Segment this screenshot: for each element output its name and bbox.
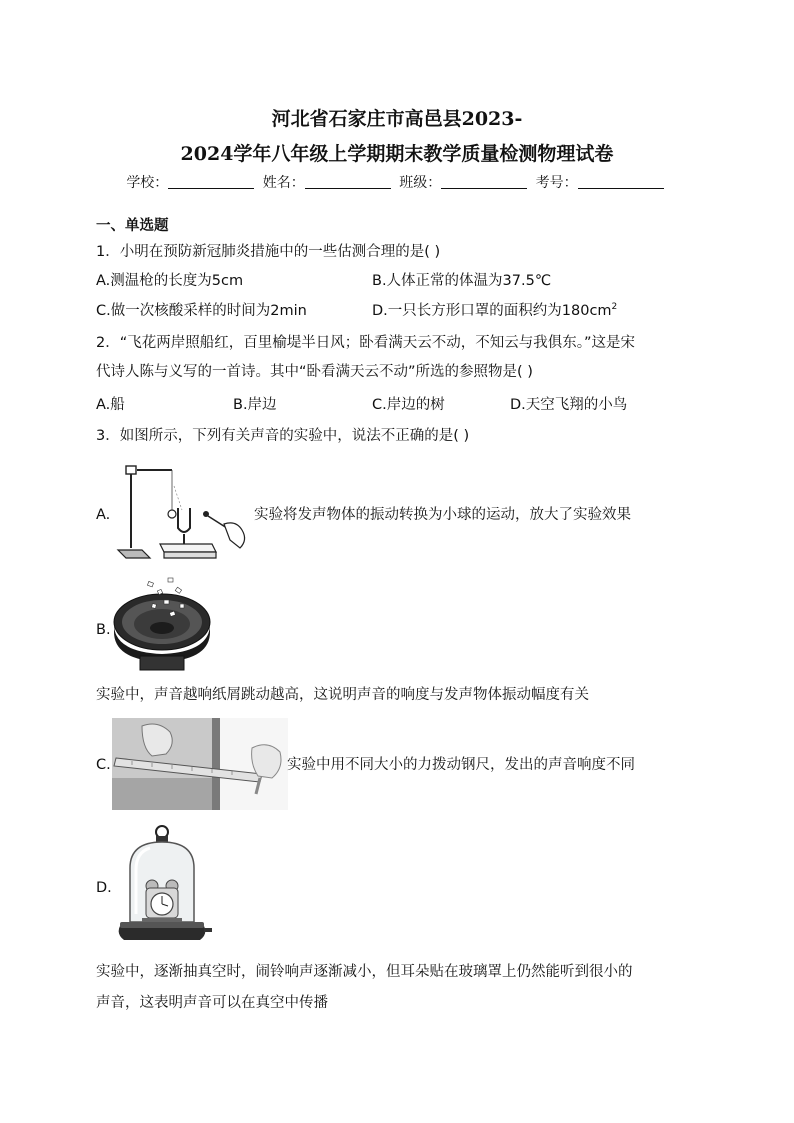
name-label: 姓名： [262,175,305,191]
q1-option-d[interactable] [372,301,617,321]
q3-stem: 3．如图所示，下列有关声音的实验中，说法不正确的是( ) [96,428,470,444]
speaker-paper-scraps-figure [110,574,214,676]
student-info-row [0,172,794,192]
bell-jar-alarm-clock-figure [116,824,214,948]
q1-stem: 1．小明在预防新冠肺炎措施中的一些估测合理的是( ) [96,244,441,260]
section-heading-single-choice: 一、单选题 [96,218,169,234]
q3-option-c-label[interactable]: C. [96,757,111,773]
q1-option-c[interactable]: C.做一次核酸采样的时间为2min [96,303,307,319]
q3-option-a-label[interactable]: A. [96,507,111,523]
name-blank[interactable] [305,174,391,189]
class-label: 班级： [399,175,442,191]
class-blank[interactable] [441,174,527,189]
q3-option-a-text[interactable]: 实验将发声物体的振动转换为小球的运动，放大了实验效果 [254,507,631,523]
title-line-2: 2024学年八年级上学期期末教学质量检测物理试卷 [180,143,614,165]
q3-option-b-label[interactable]: B. [96,622,111,638]
q1-option-d-superscript: 2 [611,302,618,312]
q2-option-b[interactable]: B.岸边 [233,397,277,413]
q2-stem-line-1: 2．“飞花两岸照船红，百里榆堤半日风；卧看满天云不动，不知云与我俱东。”这是宋 [96,335,635,351]
q2-stem-line-2: 代诗人陈与义写的一首诗。其中“卧看满天云不动”所选的参照物是( ) [96,364,533,380]
school-label: 学校： [126,175,169,191]
exam-no-label: 考号： [535,175,578,191]
q1-option-b[interactable]: B.人体正常的体温为37.5℃ [372,273,552,289]
q2-option-d[interactable]: D.天空飞翔的小鸟 [510,397,628,413]
q2-option-a[interactable]: A.船 [96,397,125,413]
q1-option-a[interactable]: A.测温枪的长度为5cm [96,273,244,289]
ruler-on-table-figure [112,718,288,810]
q3-option-b-text[interactable]: 实验中，声音越响纸屑跳动越高，这说明声音的响度与发声物体振动幅度有关 [96,687,589,703]
exam-no-blank[interactable] [578,174,664,189]
tuning-fork-ball-figure [112,458,252,564]
q3-option-d-label[interactable]: D. [96,880,112,896]
school-blank[interactable] [168,174,254,189]
q3-option-d-text-line-1[interactable]: 实验中，逐渐抽真空时，闹铃响声逐渐减小，但耳朵贴在玻璃罩上仍然能听到很小的 [96,964,633,980]
title-line-1: 河北省石家庄市高邑县2023- [271,108,523,130]
q3-option-c-text[interactable]: 实验中用不同大小的力拨动钢尺，发出的声音响度不同 [287,757,635,773]
q1-option-d-text: D.一只长方形口罩的面积约为180cm [372,303,612,319]
q2-option-c[interactable]: C.岸边的树 [372,397,445,413]
q3-option-d-text-line-2[interactable]: 声音，这表明声音可以在真空中传播 [96,995,328,1011]
